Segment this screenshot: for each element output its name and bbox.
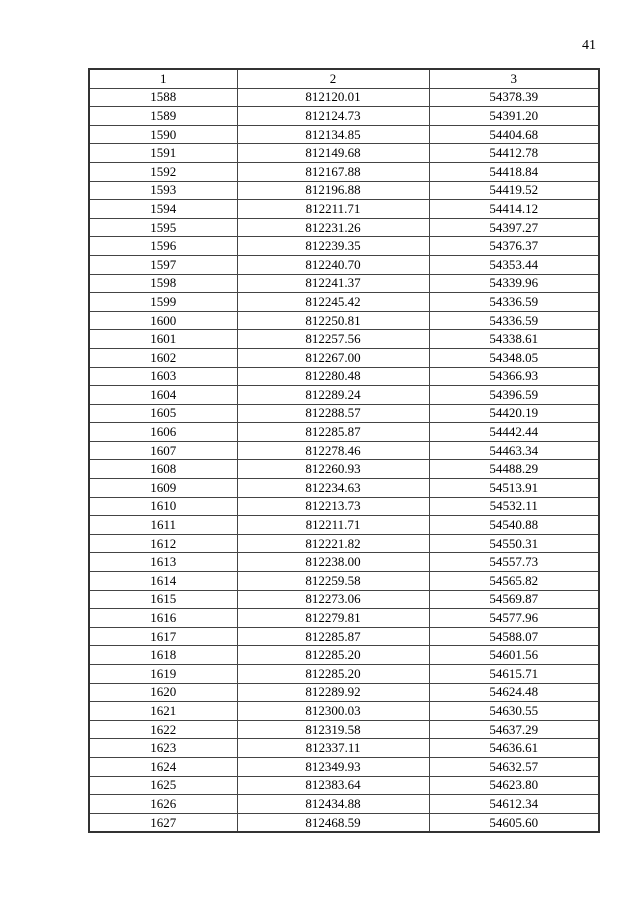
y-coordinate-cell: 54623.80 xyxy=(429,776,599,795)
y-coordinate-cell: 54565.82 xyxy=(429,572,599,591)
y-coordinate-cell: 54488.29 xyxy=(429,460,599,479)
point-number-cell: 1603 xyxy=(89,367,237,386)
table-row xyxy=(89,757,599,776)
point-number-cell: 1610 xyxy=(89,497,237,516)
point-number-cell: 1604 xyxy=(89,386,237,405)
y-coordinate-cell: 54366.93 xyxy=(429,367,599,386)
y-coordinate-cell: 54605.60 xyxy=(429,813,599,832)
x-coordinate-cell: 812285.20 xyxy=(237,646,429,665)
y-coordinate-cell: 54336.59 xyxy=(429,311,599,330)
point-number-cell: 1589 xyxy=(89,107,237,126)
point-number-cell: 1608 xyxy=(89,460,237,479)
table-row xyxy=(89,739,599,758)
point-number-cell: 1597 xyxy=(89,255,237,274)
x-coordinate-cell: 812260.93 xyxy=(237,460,429,479)
x-coordinate-cell: 812213.73 xyxy=(237,497,429,516)
table-row xyxy=(89,367,599,386)
point-number-cell: 1592 xyxy=(89,162,237,181)
x-coordinate-cell: 812259.58 xyxy=(237,572,429,591)
x-coordinate-cell: 812285.87 xyxy=(237,627,429,646)
point-number-cell: 1606 xyxy=(89,423,237,442)
x-coordinate-cell: 812288.57 xyxy=(237,404,429,423)
point-number-cell: 1611 xyxy=(89,516,237,535)
x-coordinate-cell: 812434.88 xyxy=(237,795,429,814)
point-number-cell: 1593 xyxy=(89,181,237,200)
table-row xyxy=(89,200,599,219)
table-row xyxy=(89,553,599,572)
y-coordinate-cell: 54353.44 xyxy=(429,255,599,274)
x-coordinate-cell: 812120.01 xyxy=(237,88,429,107)
x-coordinate-cell: 812257.56 xyxy=(237,330,429,349)
table-row xyxy=(89,627,599,646)
y-coordinate-cell: 54577.96 xyxy=(429,609,599,628)
x-coordinate-cell: 812239.35 xyxy=(237,237,429,256)
table-row xyxy=(89,162,599,181)
table-row xyxy=(89,107,599,126)
y-coordinate-cell: 54338.61 xyxy=(429,330,599,349)
x-coordinate-cell: 812149.68 xyxy=(237,144,429,163)
point-number-cell: 1600 xyxy=(89,311,237,330)
y-coordinate-cell: 54376.37 xyxy=(429,237,599,256)
table-row xyxy=(89,423,599,442)
point-number-cell: 1605 xyxy=(89,404,237,423)
point-number-cell: 1618 xyxy=(89,646,237,665)
x-coordinate-cell: 812238.00 xyxy=(237,553,429,572)
x-coordinate-cell: 812211.71 xyxy=(237,200,429,219)
point-number-cell: 1619 xyxy=(89,665,237,684)
table-row xyxy=(89,144,599,163)
point-number-cell: 1607 xyxy=(89,441,237,460)
y-coordinate-cell: 54420.19 xyxy=(429,404,599,423)
y-coordinate-cell: 54339.96 xyxy=(429,274,599,293)
point-number-cell: 1614 xyxy=(89,572,237,591)
y-coordinate-cell: 54396.59 xyxy=(429,386,599,405)
table-row xyxy=(89,218,599,237)
x-coordinate-cell: 812240.70 xyxy=(237,255,429,274)
point-number-cell: 1623 xyxy=(89,739,237,758)
x-coordinate-cell: 812337.11 xyxy=(237,739,429,758)
y-coordinate-cell: 54637.29 xyxy=(429,720,599,739)
table-row xyxy=(89,404,599,423)
x-coordinate-cell: 812349.93 xyxy=(237,757,429,776)
table-row xyxy=(89,237,599,256)
table-row xyxy=(89,181,599,200)
y-coordinate-cell: 54550.31 xyxy=(429,534,599,553)
y-coordinate-cell: 54569.87 xyxy=(429,590,599,609)
y-coordinate-cell: 54397.27 xyxy=(429,218,599,237)
point-number-cell: 1590 xyxy=(89,125,237,144)
y-coordinate-cell: 54419.52 xyxy=(429,181,599,200)
y-coordinate-cell: 54348.05 xyxy=(429,348,599,367)
x-coordinate-cell: 812124.73 xyxy=(237,107,429,126)
table-row xyxy=(89,88,599,107)
table-row xyxy=(89,274,599,293)
column-header: 3 xyxy=(429,69,599,88)
table-row xyxy=(89,460,599,479)
y-coordinate-cell: 54624.48 xyxy=(429,683,599,702)
point-number-cell: 1588 xyxy=(89,88,237,107)
table-row xyxy=(89,125,599,144)
point-number-cell: 1616 xyxy=(89,609,237,628)
table-row xyxy=(89,534,599,553)
y-coordinate-cell: 54336.59 xyxy=(429,293,599,312)
x-coordinate-cell: 812279.81 xyxy=(237,609,429,628)
table-row xyxy=(89,330,599,349)
x-coordinate-cell: 812468.59 xyxy=(237,813,429,832)
x-coordinate-cell: 812289.24 xyxy=(237,386,429,405)
table-row xyxy=(89,609,599,628)
point-number-cell: 1613 xyxy=(89,553,237,572)
x-coordinate-cell: 812285.87 xyxy=(237,423,429,442)
column-header: 2 xyxy=(237,69,429,88)
table-row xyxy=(89,665,599,684)
x-coordinate-cell: 812319.58 xyxy=(237,720,429,739)
point-number-cell: 1596 xyxy=(89,237,237,256)
y-coordinate-cell: 54630.55 xyxy=(429,702,599,721)
x-coordinate-cell: 812241.37 xyxy=(237,274,429,293)
page-number: 41 xyxy=(582,38,596,53)
x-coordinate-cell: 812221.82 xyxy=(237,534,429,553)
table-row xyxy=(89,795,599,814)
x-coordinate-cell: 812211.71 xyxy=(237,516,429,535)
y-coordinate-cell: 54557.73 xyxy=(429,553,599,572)
y-coordinate-cell: 54540.88 xyxy=(429,516,599,535)
y-coordinate-cell: 54404.68 xyxy=(429,125,599,144)
y-coordinate-cell: 54513.91 xyxy=(429,479,599,498)
point-number-cell: 1609 xyxy=(89,479,237,498)
table-row xyxy=(89,386,599,405)
x-coordinate-cell: 812245.42 xyxy=(237,293,429,312)
point-number-cell: 1622 xyxy=(89,720,237,739)
table-row xyxy=(89,646,599,665)
point-number-cell: 1601 xyxy=(89,330,237,349)
point-number-cell: 1624 xyxy=(89,757,237,776)
point-number-cell: 1594 xyxy=(89,200,237,219)
table-body xyxy=(89,88,599,832)
x-coordinate-cell: 812289.92 xyxy=(237,683,429,702)
x-coordinate-cell: 812196.88 xyxy=(237,181,429,200)
y-coordinate-cell: 54532.11 xyxy=(429,497,599,516)
table-row xyxy=(89,776,599,795)
point-number-cell: 1625 xyxy=(89,776,237,795)
point-number-cell: 1602 xyxy=(89,348,237,367)
table-row xyxy=(89,720,599,739)
table-row xyxy=(89,479,599,498)
point-number-cell: 1617 xyxy=(89,627,237,646)
table-header-row xyxy=(89,69,599,88)
y-coordinate-cell: 54391.20 xyxy=(429,107,599,126)
point-number-cell: 1620 xyxy=(89,683,237,702)
x-coordinate-cell: 812280.48 xyxy=(237,367,429,386)
x-coordinate-cell: 812300.03 xyxy=(237,702,429,721)
y-coordinate-cell: 54588.07 xyxy=(429,627,599,646)
column-header: 1 xyxy=(89,69,237,88)
table-row xyxy=(89,293,599,312)
point-number-cell: 1591 xyxy=(89,144,237,163)
table-row xyxy=(89,311,599,330)
point-number-cell: 1595 xyxy=(89,218,237,237)
table-row xyxy=(89,813,599,832)
table-row xyxy=(89,348,599,367)
y-coordinate-cell: 54418.84 xyxy=(429,162,599,181)
point-number-cell: 1627 xyxy=(89,813,237,832)
x-coordinate-cell: 812231.26 xyxy=(237,218,429,237)
x-coordinate-cell: 812383.64 xyxy=(237,776,429,795)
table-row xyxy=(89,255,599,274)
table-row xyxy=(89,590,599,609)
point-number-cell: 1599 xyxy=(89,293,237,312)
table-row xyxy=(89,516,599,535)
y-coordinate-cell: 54601.56 xyxy=(429,646,599,665)
y-coordinate-cell: 54615.71 xyxy=(429,665,599,684)
y-coordinate-cell: 54378.39 xyxy=(429,88,599,107)
y-coordinate-cell: 54612.34 xyxy=(429,795,599,814)
table-row xyxy=(89,572,599,591)
point-number-cell: 1615 xyxy=(89,590,237,609)
y-coordinate-cell: 54463.34 xyxy=(429,441,599,460)
coordinates-table xyxy=(88,68,600,833)
y-coordinate-cell: 54414.12 xyxy=(429,200,599,219)
y-coordinate-cell: 54442.44 xyxy=(429,423,599,442)
point-number-cell: 1598 xyxy=(89,274,237,293)
table-row xyxy=(89,441,599,460)
table-row xyxy=(89,702,599,721)
table-row xyxy=(89,497,599,516)
x-coordinate-cell: 812250.81 xyxy=(237,311,429,330)
point-number-cell: 1612 xyxy=(89,534,237,553)
y-coordinate-cell: 54632.57 xyxy=(429,757,599,776)
x-coordinate-cell: 812267.00 xyxy=(237,348,429,367)
table-row xyxy=(89,683,599,702)
point-number-cell: 1621 xyxy=(89,702,237,721)
point-number-cell: 1626 xyxy=(89,795,237,814)
x-coordinate-cell: 812273.06 xyxy=(237,590,429,609)
x-coordinate-cell: 812285.20 xyxy=(237,665,429,684)
x-coordinate-cell: 812278.46 xyxy=(237,441,429,460)
y-coordinate-cell: 54412.78 xyxy=(429,144,599,163)
y-coordinate-cell: 54636.61 xyxy=(429,739,599,758)
x-coordinate-cell: 812167.88 xyxy=(237,162,429,181)
x-coordinate-cell: 812234.63 xyxy=(237,479,429,498)
x-coordinate-cell: 812134.85 xyxy=(237,125,429,144)
